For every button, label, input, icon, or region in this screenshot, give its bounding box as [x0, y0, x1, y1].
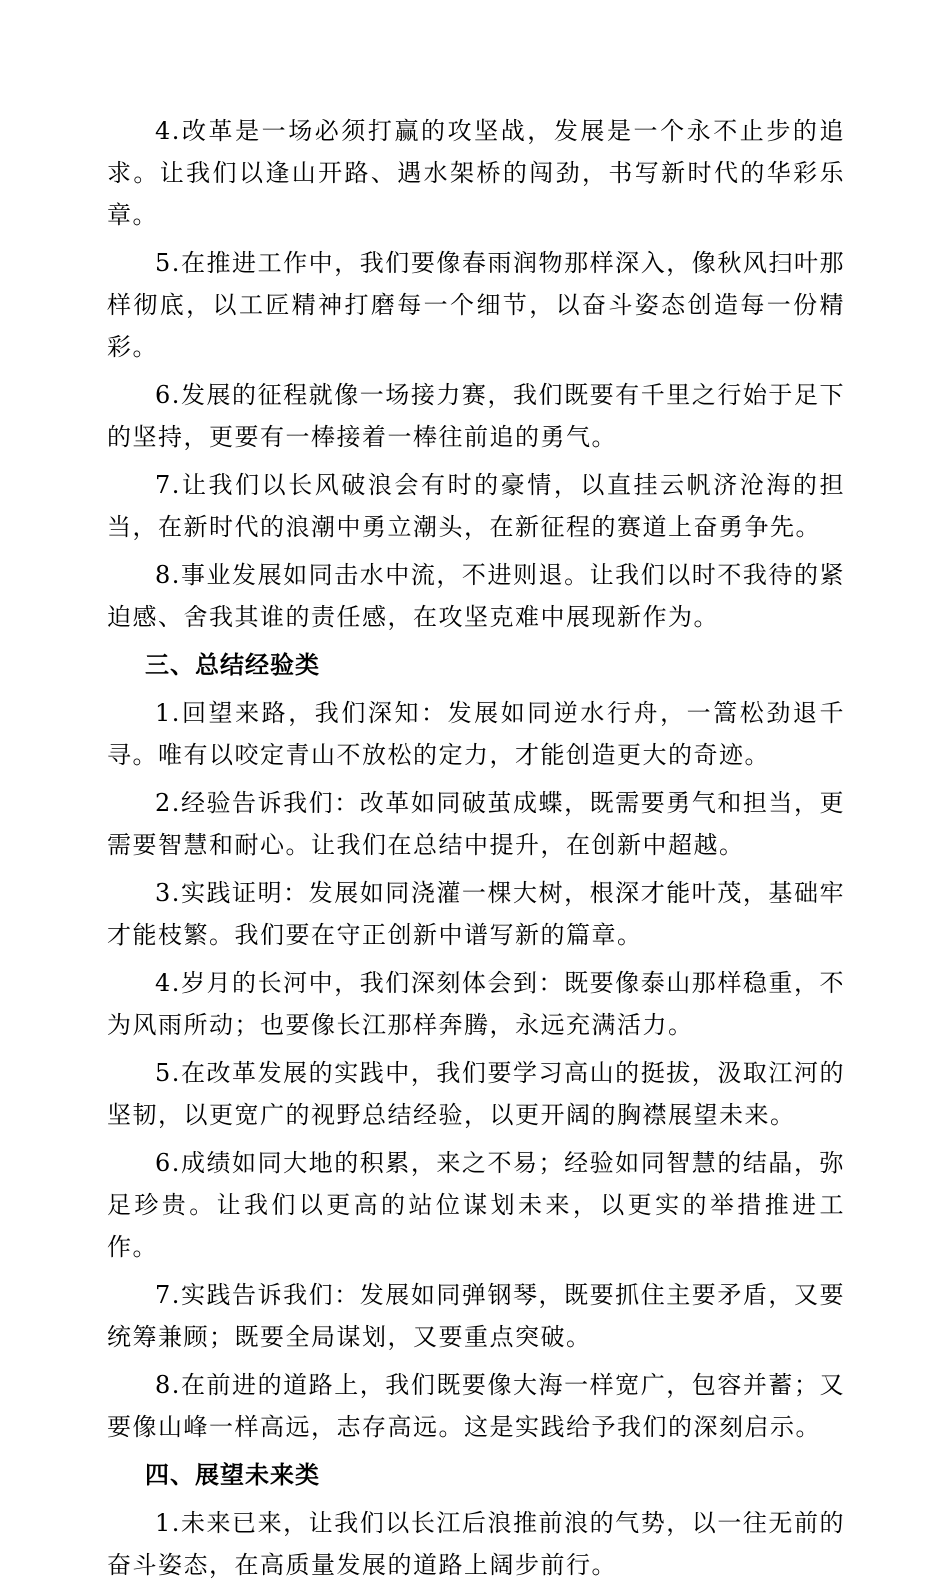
paragraph-reform-8: 8.事业发展如同击水中流，不进则退。让我们以时不我待的紧迫感、舍我其谁的责任感，在攻坚克难中展现新作为。: [107, 561, 845, 631]
paragraph-summary-7: 7.实践告诉我们：发展如同弹钢琴，既要抓住主要矛盾，又要统筹兼顾；既要全局谋划，又要重点突破。: [107, 1281, 845, 1351]
paragraph-outlook-1: 1.未来已来，让我们以长江后浪推前浪的气势，以一往无前的奋斗姿态，在高质量发展的道路上阔步前行。: [107, 1509, 845, 1579]
paragraph-summary-1: 1.回望来路，我们深知：发展如同逆水行舟，一篙松劲退千寻。唯有以咬定青山不放松的定力，才能创造更大的奇迹。: [107, 699, 845, 769]
document-body: [107, 110, 845, 1592]
paragraph-summary-5: 5.在改革发展的实践中，我们要学习高山的挺拔，汲取江河的坚韧，以更宽广的视野总结经验，以更开阔的胸襟展望未来。: [107, 1059, 845, 1129]
paragraph-reform-7: 7.让我们以长风破浪会有时的豪情，以直挂云帆济沧海的担当，在新时代的浪潮中勇立潮头，在新征程的赛道上奋勇争先。: [107, 471, 845, 541]
paragraph-reform-6: 6.发展的征程就像一场接力赛，我们既要有千里之行始于足下的坚持，更要有一棒接着一棒往前追的勇气。: [107, 381, 845, 451]
paragraph-summary-6: 6.成绩如同大地的积累，来之不易；经验如同智慧的结晶，弥足珍贵。让我们以更高的站位谋划未来，以更实的举措推进工作。: [107, 1149, 845, 1261]
paragraph-summary-3: 3.实践证明：发展如同浇灌一棵大树，根深才能叶茂，基础牢才能枝繁。我们要在守正创新中谱写新的篇章。: [107, 879, 845, 949]
paragraph-reform-5: 5.在推进工作中，我们要像春雨润物那样深入，像秋风扫叶那样彻底，以工匠精神打磨每一个细节，以奋斗姿态创造每一份精彩。: [107, 249, 845, 361]
paragraph-summary-4: 4.岁月的长河中，我们深刻体会到：既要像泰山那样稳重，不为风雨所动；也要像长江那样奔腾，永远充满活力。: [107, 969, 845, 1039]
paragraph-summary-2: 2.经验告诉我们：改革如同破茧成蝶，既需要勇气和担当，更需要智慧和耐心。让我们在总结中提升，在创新中超越。: [107, 789, 845, 859]
paragraph-reform-4: 4.改革是一场必须打赢的攻坚战，发展是一个永不止步的追求。让我们以逢山开路、遇水架桥的闯劲，书写新时代的华彩乐章。: [107, 117, 845, 229]
section-heading-summary: 三、总结经验类: [145, 650, 320, 679]
paragraph-summary-8: 8.在前进的道路上，我们既要像大海一样宽广，包容并蓄；又要像山峰一样高远，志存高远。这是实践给予我们的深刻启示。: [107, 1371, 845, 1441]
section-heading-outlook: 四、展望未来类: [145, 1460, 320, 1489]
